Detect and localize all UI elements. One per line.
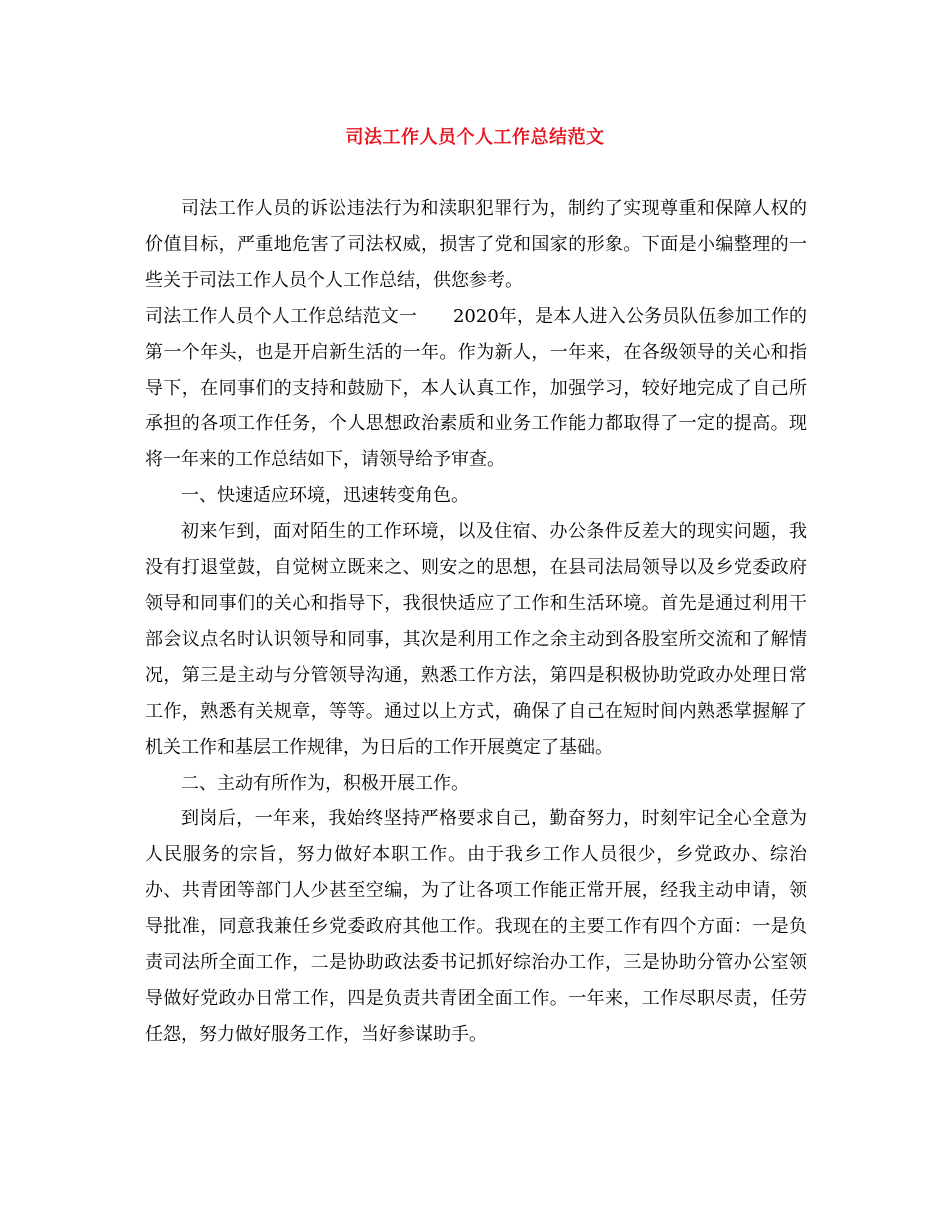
section-text: 2020年，是本人进入公务员队伍参加工作的第一个年头，也是开启新生活的一年。作为新人，一年来，在各级领导的关心和指导下，在同事们的支持和鼓励下，本人认真工作，加强学习，较好地完成了自己所承担的各项工作任务，个人思想政治素质和业务工作能力都取得了一定的提高。现将一年来的工作总结如下，请领导给予审查。 — [145, 305, 808, 471]
section-heading-1: 一、快速适应环境，迅速转变角色。 — [181, 485, 469, 507]
body-paragraph-1: 初来乍到，面对陌生的工作环境，以及住宿、办公条件反差大的现实问题，我没有打退堂鼓，自觉树立既来之、则安之的思想，在县司法局领导以及乡党委政府领导和同事们的关心和指导下，我很快适应了工作和生活环境。首先是通过利用干部会议点名时认识领导和同事，其次是利用工作之余主动到各股室所交流和了解情况，第三是主动与分管领导沟通，熟悉工作方法，第四是积极协助党政办处理日常工作，熟悉有关规章，等等。通过以上方式，确保了自己在短时间内熟悉掌握解了机关工作和基层工作规律，为日后的工作开展奠定了基础。 — [145, 521, 807, 758]
body-paragraph-2: 到岗后，一年来，我始终坚持严格要求自己，勤奋努力，时刻牢记全心全意为人民服务的宗旨，努力做好本职工作。由于我乡工作人员很少，乡党政办、综治办、共青团等部门人少甚至空编，为了让各项工作能正常开展，经我主动申请，领导批准，同意我兼任乡党委政府其他工作。我现在的主要工作有四个方面：一是负责司法所全面工作，二是协助政法委书记抓好综治办工作，三是协助分管办公室领导做好党政办日常工作，四是负责共青团全面工作。一年来，工作尽职尽责，任劳任怨，努力做好服务工作，当好参谋助手。 — [145, 808, 807, 1045]
section-heading-2: 二、主动有所作为，积极开展工作。 — [181, 772, 469, 794]
document-title: 司法工作人员个人工作总结范文 — [345, 127, 605, 148]
section-paragraph — [145, 299, 807, 479]
document-body — [145, 191, 807, 1053]
section-label: 司法工作人员个人工作总结范文一 — [145, 305, 417, 327]
intro-paragraph: 司法工作人员的诉讼违法行为和渎职犯罪行为，制约了实现尊重和保障人权的价值目标，严重地危害了司法权威，损害了党和国家的形象。下面是小编整理的一些关于司法工作人员个人工作总结，供您参考。 — [145, 198, 807, 291]
